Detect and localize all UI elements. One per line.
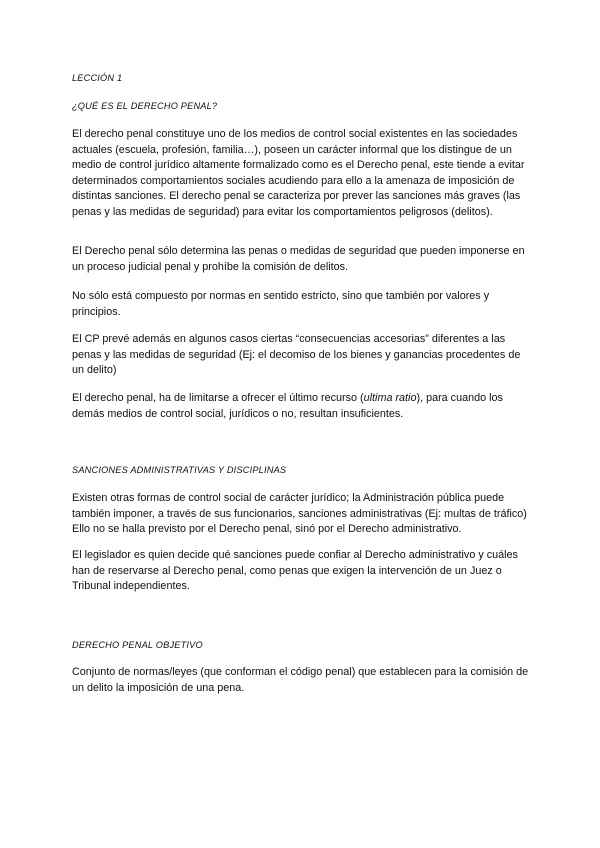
paragraph: No sólo está compuesto por normas en sentido estricto, sino que también por valores y principios. bbox=[72, 290, 490, 318]
paragraph-text: El derecho penal, ha de limitarse a ofrecer el último recurso ( bbox=[72, 392, 364, 404]
paragraph: El legislador es quien decide qué sanciones puede confiar al Derecho administrativo y cuáles han de reservarse al Derecho penal, como penas que exigen la intervención de un Juez o Tribunal independientes. bbox=[72, 549, 518, 592]
lesson-title: LECCIÓN 1 bbox=[72, 73, 123, 83]
section-heading-derecho-penal-objetivo: DERECHO PENAL OBJETIVO bbox=[72, 640, 203, 650]
paragraph: Existen otras formas de control social de carácter jurídico; la Administración pública puede también imponer, a través de sus funcionarios, sanciones administrativas (Ej: multas de tráfico) Ello no se halla previsto por el Derecho penal, sinó por el Derecho administrativo. bbox=[72, 492, 527, 535]
ultima-ratio-emphasis: ultima ratio bbox=[363, 392, 417, 404]
paragraph: El Derecho penal sólo determina las penas o medidas de seguridad que pueden imponerse en un proceso judicial penal y prohíbe la comisión de delitos. bbox=[72, 245, 525, 273]
paragraph: El derecho penal constituye uno de los medios de control social existentes en las sociedades actuales (escuela, profesión, familia…), poseen un carácter informal que los distingue de un medio de control jurídico altamente formalizado como es el Derecho penal, este tiende a evitar determinados comportamientos sociales acudiendo para ello a la amenaza de imposición de distintas sanciones. El derecho penal se caracteriza por prever las sanciones más graves (las penas y las medidas de seguridad) para evitar los comportamientos peligrosos (delitos). bbox=[72, 128, 525, 218]
section-heading-derecho-penal: ¿QUÉ ES EL DERECHO PENAL? bbox=[72, 101, 218, 111]
section-heading-sanciones: SANCIONES ADMINISTRATIVAS Y DISCIPLINAS bbox=[72, 465, 287, 475]
paragraph: Conjunto de normas/leyes (que conforman el código penal) que establecen para la comisión de un delito la imposición de una pena. bbox=[72, 666, 529, 694]
paragraph-text: ), para cuando los demás medios de control social, jurídicos o no, resultan insuficientes. bbox=[72, 392, 503, 420]
paragraph: El CP prevé además en algunos casos ciertas “consecuencias accesorias” diferentes a las penas y las medidas de seguridad (Ej: el decomiso de los bienes y ganancias procedentes de un delito) bbox=[72, 333, 521, 376]
paragraph-ultima-ratio bbox=[72, 391, 530, 422]
